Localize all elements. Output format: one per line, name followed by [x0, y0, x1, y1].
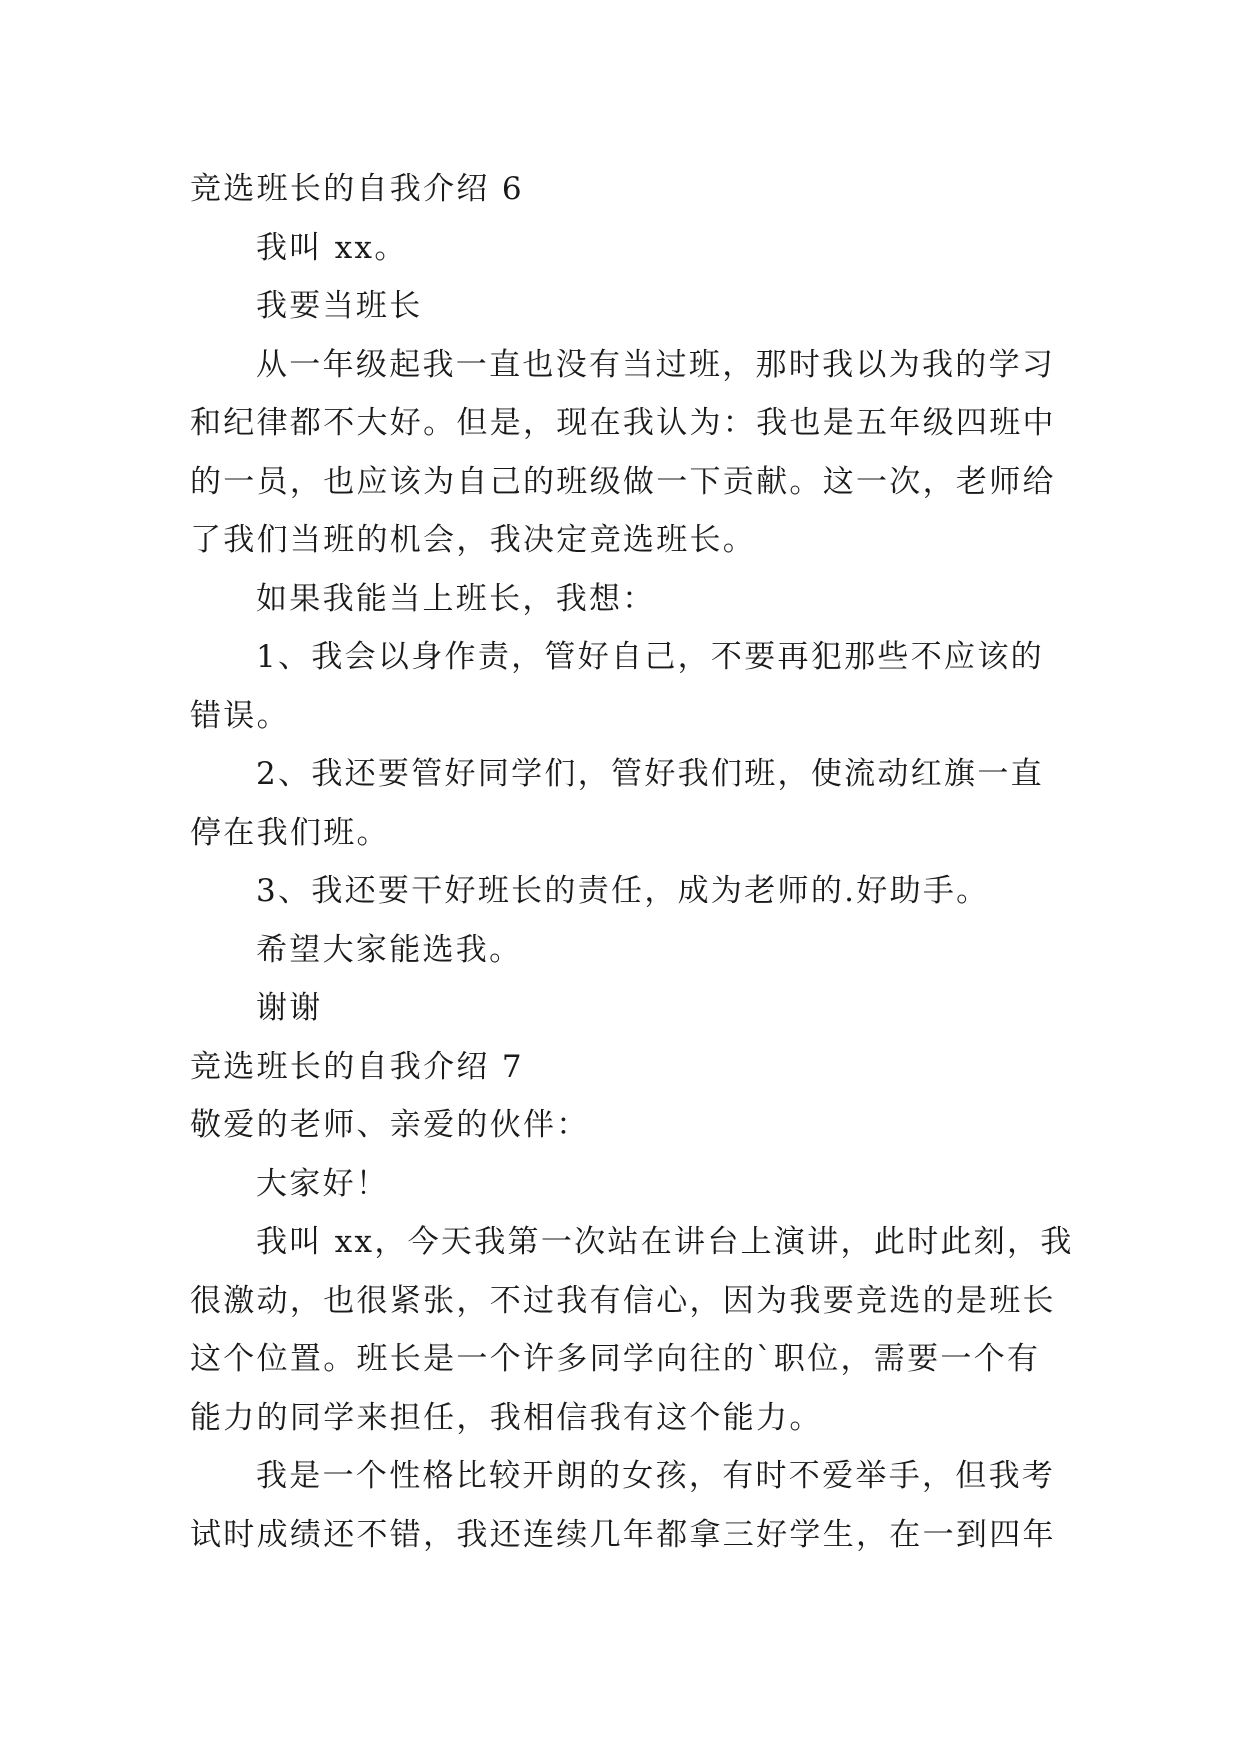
text-line: 试时成绩还不错，我还连续几年都拿三好学生，在一到四年 — [190, 1516, 1056, 1553]
text-line: 错误。 — [190, 697, 290, 734]
text-line: 停在我们班。 — [190, 814, 390, 851]
text-line: 大家好！ — [256, 1165, 390, 1202]
text-line: 谢谢 — [256, 990, 323, 1026]
text-line: 从一年级起我一直也没有当过班，那时我以为我的学习 — [256, 346, 1056, 383]
document-body — [190, 160, 1074, 1564]
text-line: 我叫 xx，今天我第一次站在讲台上演讲，此时此刻，我 — [256, 1224, 1074, 1260]
text-line: 很激动，也很紧张，不过我有信心，因为我要竞选的是班长 — [190, 1282, 1056, 1319]
text-line: 的一员，也应该为自己的班级做一下贡献。这一次，老师给 — [190, 463, 1056, 500]
text-line: 我要当班长 — [256, 288, 423, 324]
text-line: 这个位置。班长是一个许多同学向往的`职位，需要一个有 — [190, 1341, 1041, 1377]
text-line: 了我们当班的机会，我决定竞选班长。 — [190, 522, 757, 558]
text-line: 敬爱的老师、亲爱的伙伴： — [190, 1107, 590, 1143]
text-line: 竞选班长的自我介绍 6 — [190, 171, 524, 207]
text-line: 能力的同学来担任，我相信我有这个能力。 — [190, 1399, 823, 1436]
text-line: 我是一个性格比较开朗的女孩，有时不爱举手，但我考 — [256, 1458, 1056, 1494]
text-line: 和纪律都不大好。但是，现在我认为：我也是五年级四班中 — [190, 405, 1056, 441]
text-line: 1、我会以身作责，管好自己，不要再犯那些不应该的 — [256, 639, 1044, 675]
text-line: 竞选班长的自我介绍 7 — [190, 1048, 524, 1085]
text-line: 我叫 xx。 — [256, 229, 408, 266]
text-line: 3、我还要干好班长的责任，成为老师的.好助手。 — [256, 873, 990, 909]
text-line: 希望大家能选我。 — [256, 931, 523, 968]
text-line: 如果我能当上班长，我想： — [256, 580, 656, 617]
text-line: 2、我还要管好同学们，管好我们班，使流动红旗一直 — [256, 756, 1044, 792]
